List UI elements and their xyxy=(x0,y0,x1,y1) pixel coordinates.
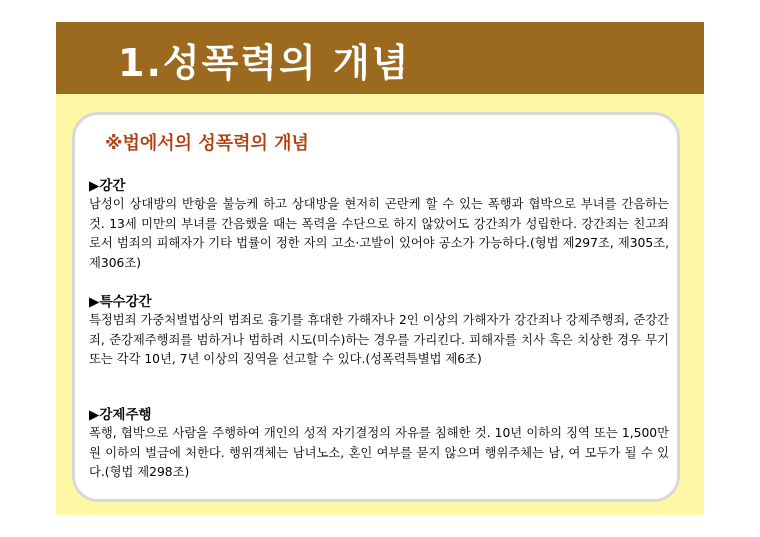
section-label: ▶강제주행 xyxy=(89,407,152,423)
section-indecent-act xyxy=(89,406,669,483)
slide xyxy=(56,22,704,515)
title-bar xyxy=(56,22,704,94)
section-heading: ※법에서의 성폭력의 개념 xyxy=(105,133,309,154)
section-label: ▶강간 xyxy=(89,178,126,194)
section-body: 특정범죄 가중처벌법상의 범죄로 흉기를 휴대한 가해자나 2인 이상의 가해자가 강간죄나 강제주행죄, 준강간죄, 준강제주행죄를 범하거나 범하려 시도(미수)하는 경우를 가리킨다. 피해자를 치사 혹은 치상한 경우 무기 또는 각각 10년, 7년 이상의 징역을 선고할 수 있다.(성폭력특별법 제6조) xyxy=(89,313,669,366)
section-body: 폭행, 협박으로 사람을 주행하여 개인의 성적 자기결정의 자유를 침해한 것. 10년 이하의 징역 또는 1,500만원 이하의 벌금에 처한다. 행위객체는 남녀노소, 혼인 여부를 묻지 않으며 행위주체는 남, 여 모두가 될 수 있다.(형법 제298조) xyxy=(89,426,669,479)
section-special-rape xyxy=(89,293,669,370)
section-body: 남성이 상대방의 반항을 불능케 하고 상대방을 현저히 곤란케 할 수 있는 폭행과 협박으로 부녀를 간음하는 것. 13세 미만의 부녀를 간음했을 때는 폭력을 수단으로 하지 않았어도 강간죄가 성립한다. 강간죄는 친고죄로서 범죄의 피해자가 기타 법률이 정한 자의 고소·고발이 있어야 공소가 가능하다.(형법 제297조, 제305조, 제306조) xyxy=(89,197,669,270)
content-box xyxy=(72,112,680,502)
slide-title: 1.성폭력의 개념 xyxy=(118,41,411,85)
section-rape xyxy=(89,177,669,273)
section-label: ▶특수강간 xyxy=(89,294,152,310)
